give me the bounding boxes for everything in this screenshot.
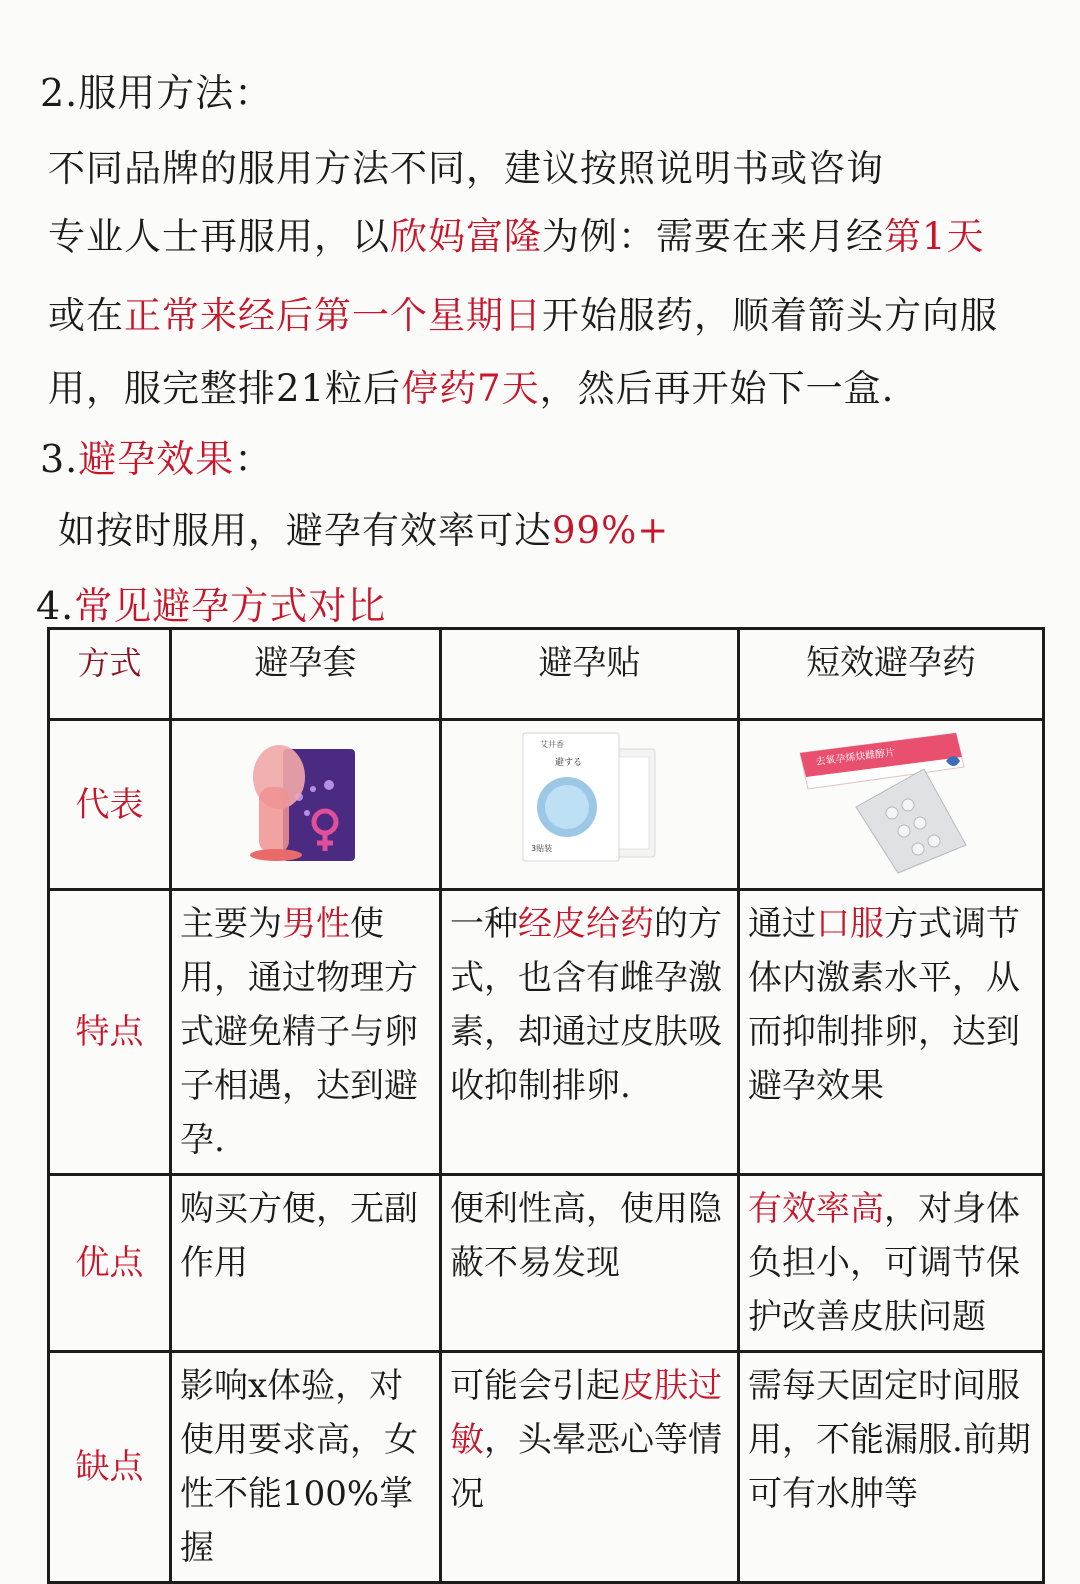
pill-box-icon xyxy=(796,727,986,877)
condom-image xyxy=(171,720,441,890)
pill-image xyxy=(739,720,1044,890)
row-label-feat: 特点 xyxy=(49,890,171,1175)
row-label-rep: 代表 xyxy=(49,720,171,890)
dis-condom: 影响x体验，对使用要求高，女性不能100%掌握 xyxy=(171,1352,441,1583)
table-row-features xyxy=(49,890,1044,1175)
section2-line2: 专业人士再服用，以欣妈富隆为例：需要在来月经第1天 xyxy=(48,215,985,258)
section2-line3: 或在正常来经后第一个星期日开始服药，顺着箭头方向服 xyxy=(48,294,998,337)
svg-text:3贴装: 3贴装 xyxy=(530,844,552,853)
table-row-disadvantages xyxy=(49,1352,1044,1583)
adv-condom: 购买方便，无副作用 xyxy=(171,1175,441,1352)
header-condom: 避孕套 xyxy=(171,629,441,720)
table-row-representative xyxy=(49,720,1044,890)
feat-condom: 主要为男性使用，通过物理方式避免精子与卵子相遇，达到避孕. xyxy=(171,890,441,1175)
table-header-row xyxy=(49,629,1044,720)
table-row-advantages xyxy=(49,1175,1044,1352)
section2-line4: 用，服完整排21粒后停药7天，然后再开始下一盒. xyxy=(48,367,895,410)
adv-pill: 有效率高，对身体负担小，可调节保护改善皮肤问题 xyxy=(739,1175,1044,1352)
svg-text:艾井香: 艾井香 xyxy=(539,740,564,749)
section4-heading: 4.常见避孕方式对比 xyxy=(36,584,387,628)
patch-image xyxy=(441,720,739,890)
feat-patch: 一种经皮给药的方式，也含有雌孕激素，却通过皮肤吸收抑制排卵. xyxy=(441,890,739,1175)
dis-pill: 需每天固定时间服用，不能漏服.前期可有水肿等 xyxy=(739,1352,1044,1583)
section3-heading: 3.避孕效果： xyxy=(40,437,274,481)
efficacy-value: 99%+ xyxy=(552,509,670,552)
row-label-dis: 缺点 xyxy=(49,1352,171,1583)
section3-text: 如按时服用，避孕有效率可达99%+ xyxy=(58,509,670,552)
feat-pill: 通过口服方式调节体内激素水平，从而抑制排卵，达到避孕效果 xyxy=(739,890,1044,1175)
svg-text:去氧孕烯炔雌醇片: 去氧孕烯炔雌醇片 xyxy=(815,747,896,768)
condom-icon xyxy=(241,727,371,867)
adv-patch: 便利性高，使用隐蔽不易发现 xyxy=(441,1175,739,1352)
svg-text:避する: 避する xyxy=(554,758,582,768)
header-pill: 短效避孕药 xyxy=(739,629,1044,720)
brand-name: 欣妈富隆 xyxy=(390,215,542,258)
section2-heading: 2.服用方法： xyxy=(40,71,274,115)
header-patch: 避孕贴 xyxy=(441,629,739,720)
comparison-table xyxy=(47,627,1045,1584)
header-corner: 方式 xyxy=(49,629,171,720)
patch-icon xyxy=(515,727,665,867)
dis-patch: 可能会引起皮肤过敏，头晕恶心等情况 xyxy=(441,1352,739,1583)
row-label-adv: 优点 xyxy=(49,1175,171,1352)
section2-line1: 不同品牌的服用方法不同，建议按照说明书或咨询 xyxy=(48,147,884,190)
